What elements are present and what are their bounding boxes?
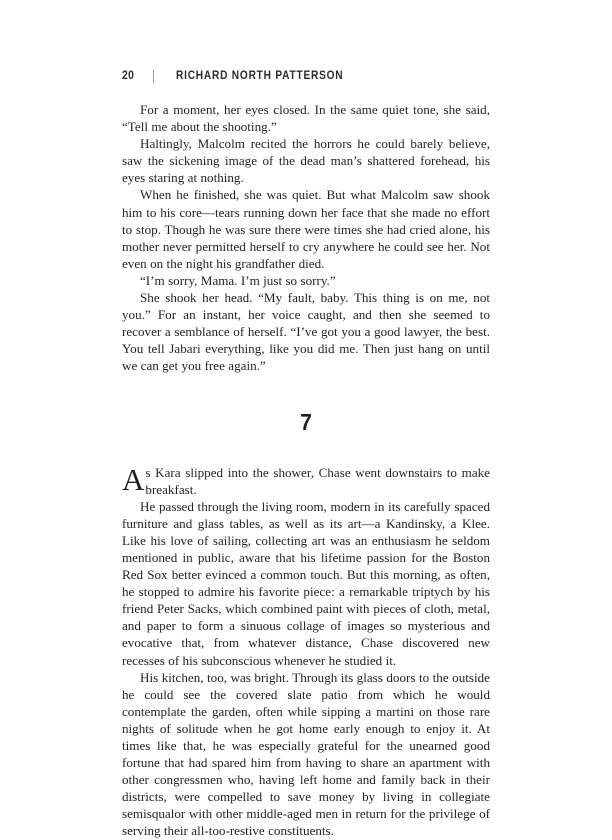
book-author-title: RICHARD NORTH PATTERSON [175,70,343,82]
chapter-number: 7 [300,408,312,435]
paragraph: Haltingly, Malcolm recited the horrors he could barely believe, saw the sickening image of the dead man’s shattered forehead, his eyes staring at nothing. [122,136,490,186]
paragraph: His kitchen, too, was bright. Through its glass doors to the outside he could see the covered slate patio from which he would contemplate the garden, often while sipping a martini on those rare nights of solitude when he got home early enough to enjoy it. At times like that, he was especially grateful for the unearned good fortune that had spared him from having to share an apartment with other congressmen who, having left home and family back in their districts, were compelled to save money by living in collegiate semisqualor with other middle-aged men in return for the privilege of serving their all-too-restive constituents. [122,669,490,839]
chapter-opening-paragraph [122,461,490,498]
page-number: 20 [122,70,135,82]
chapter-opening-text: s Kara slipped into the shower, Chase went downstairs to make breakfast. [145,464,490,497]
chapter-spacer-top [122,375,490,411]
chapter-spacer-bottom [122,434,490,464]
paragraph: She shook her head. “My fault, baby. This thing is on me, not you.” For an instant, her voice caught, and then she seemed to recover a semblance of herself. “I’ve got you a good lawyer, the best. You tell Jabari everything, like you did me. Then just hang on until we can get you free again.” [122,290,490,374]
paragraph: For a moment, her eyes closed. In the same quiet tone, she said, “Tell me about the shooting.” [122,102,490,135]
text-column [122,101,490,840]
paragraph: When he finished, she was quiet. But what Malcolm saw shook him to his core—tears running down her face that she made no effort to stop. Though he was sure there were times she had cried alone, his mother never permitted herself to cry anywhere he could see her. Not even on the night his grandfather died. [122,187,490,271]
paragraph: “I’m sorry, Mama. I’m just so sorry.” [140,272,336,288]
running-head-divider [153,70,154,83]
paragraph: He passed through the living room, modern in its carefully spaced furniture and glass tables, as well as its art—a Kandinsky, a Klee. Like his love of sailing, collecting art was an enthusiasm he seldom mentioned in public, aware that his lifetime passion for the Boston Red Sox better evinced a common touch. But this morning, as often, he stopped to admire his favorite piece: a remarkable triptych by his friend Peter Sacks, which combined paint with pieces of cloth, metal, and paper to form a sinuous collage of images so mysterious and evocative that, from whatever distance, Chase discovered new recesses of his subconscious whenever he studied it. [122,498,490,668]
running-head [122,68,492,84]
drop-cap: A [122,461,145,497]
